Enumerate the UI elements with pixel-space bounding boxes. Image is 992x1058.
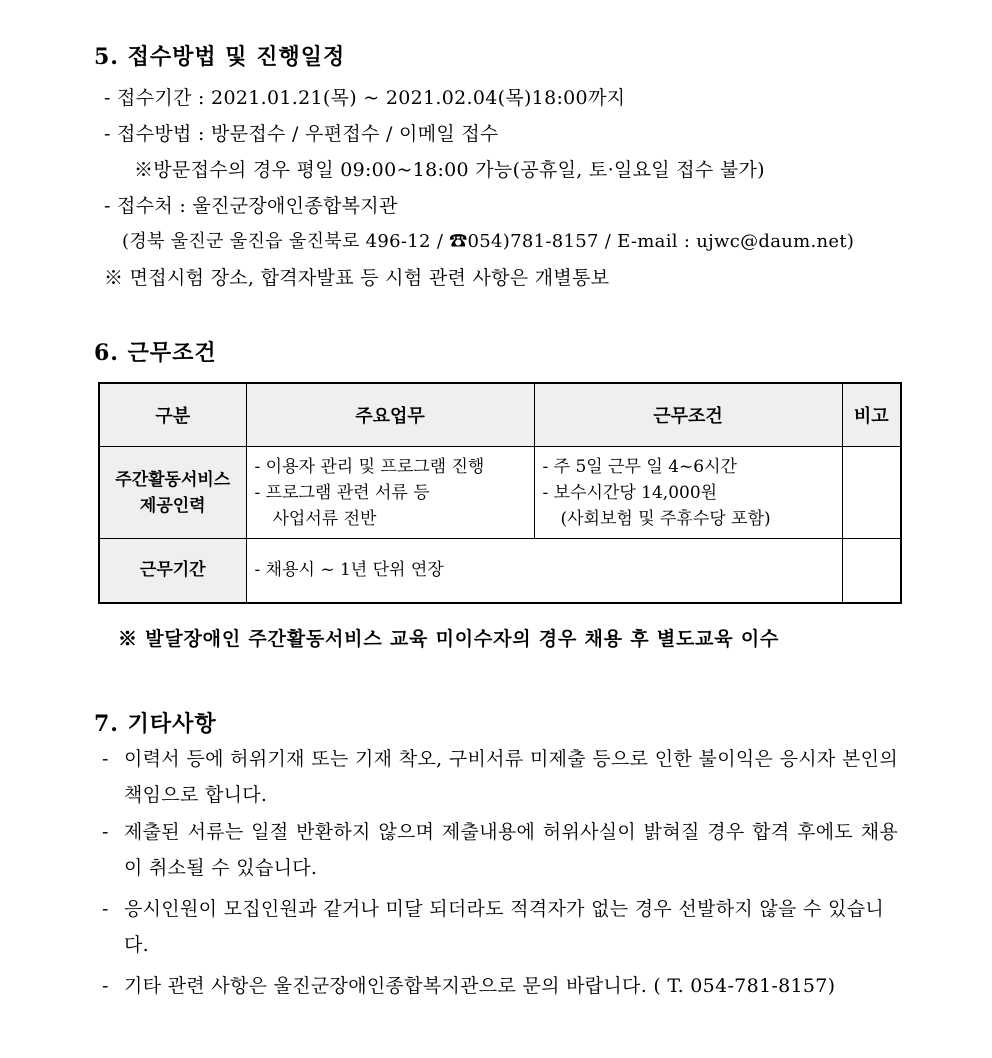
condition-item: - 주 5일 근무 일 4~6시간 <box>542 456 737 477</box>
header-main-duties: 주요업무 <box>246 383 534 447</box>
list-item <box>102 968 898 1004</box>
section6-title: 6. 근무조건 <box>94 340 217 366</box>
list-item <box>102 814 898 886</box>
reception-address: (경북 울진군 울진읍 울진북로 496-12 / ☎054)781-8157 / E-mail : ujwc@daum.net) <box>122 231 855 252</box>
list-item-text: 이력서 등에 허위기재 또는 기재 착오, 구비서류 미제출 등으로 인한 불이익은 응시자 본인의 책임으로 합니다. <box>124 748 898 806</box>
table-row <box>99 539 901 603</box>
bullet-dash: - <box>102 975 109 997</box>
section7-title: 7. 기타사항 <box>94 711 217 737</box>
row-category-period: 근무기간 <box>99 539 246 603</box>
list-item <box>102 741 898 813</box>
reception-method: - 접수방법 : 방문접수 / 우편접수 / 이메일 접수 <box>104 123 499 145</box>
category-line1: 주간활동서비스 <box>115 469 231 490</box>
duties-cell <box>246 447 534 539</box>
remarks-cell <box>842 539 901 603</box>
reception-place: - 접수처 : 울진군장애인종합복지관 <box>104 195 398 217</box>
duty-item: - 프로그램 관련 서류 등 <box>254 482 430 503</box>
list-item-text: 제출된 서류는 일절 반환하지 않으며 제출내용에 허위사실이 밝혀질 경우 합격 후에도 채용이 취소될 수 있습니다. <box>124 821 898 879</box>
category-line2: 제공인력 <box>139 495 206 516</box>
conditions-cell <box>534 447 842 539</box>
table-row <box>99 447 901 539</box>
list-item-text: 기타 관련 사항은 울진군장애인종합복지관으로 문의 바랍니다. ( T. 054-781-8157) <box>124 975 836 997</box>
header-remarks: 비고 <box>842 383 901 447</box>
duty-item: 사업서류 전반 <box>272 508 377 529</box>
condition-item: (사회보험 및 주휴수당 포함) <box>560 508 771 529</box>
remarks-cell <box>842 447 901 539</box>
visit-reception-note: ※방문접수의 경우 평일 09:00~18:00 가능(공휴일, 토·일요일 접수 불가) <box>134 159 765 181</box>
work-conditions-table <box>98 382 902 604</box>
work-period-cell: - 채용시 ~ 1년 단위 연장 <box>246 539 842 603</box>
header-category: 구분 <box>99 383 246 447</box>
bullet-dash: - <box>102 898 109 920</box>
row-category-provider <box>99 447 246 539</box>
duty-item: - 이용자 관리 및 프로그램 진행 <box>254 456 485 477</box>
condition-item: - 보수시간당 14,000원 <box>542 482 718 503</box>
header-work-conditions: 근무조건 <box>534 383 842 447</box>
list-item-text: 응시인원이 모집인원과 같거나 미달 되더라도 적격자가 없는 경우 선발하지 않을 수 있습니다. <box>124 898 884 956</box>
bullet-dash: - <box>102 748 109 770</box>
training-notice: ※ 발달장애인 주간활동서비스 교육 미이수자의 경우 채용 후 별도교육 이수 <box>118 628 780 650</box>
exam-notice: ※ 면접시험 장소, 합격자발표 등 시험 관련 사항은 개별통보 <box>104 267 610 289</box>
reception-period: - 접수기간 : 2021.01.21(목) ~ 2021.02.04(목)18:00까지 <box>104 87 626 109</box>
table-header-row <box>99 383 901 447</box>
bullet-dash: - <box>102 821 109 843</box>
list-item <box>102 891 884 963</box>
section5-title: 5. 접수방법 및 진행일정 <box>94 44 346 70</box>
